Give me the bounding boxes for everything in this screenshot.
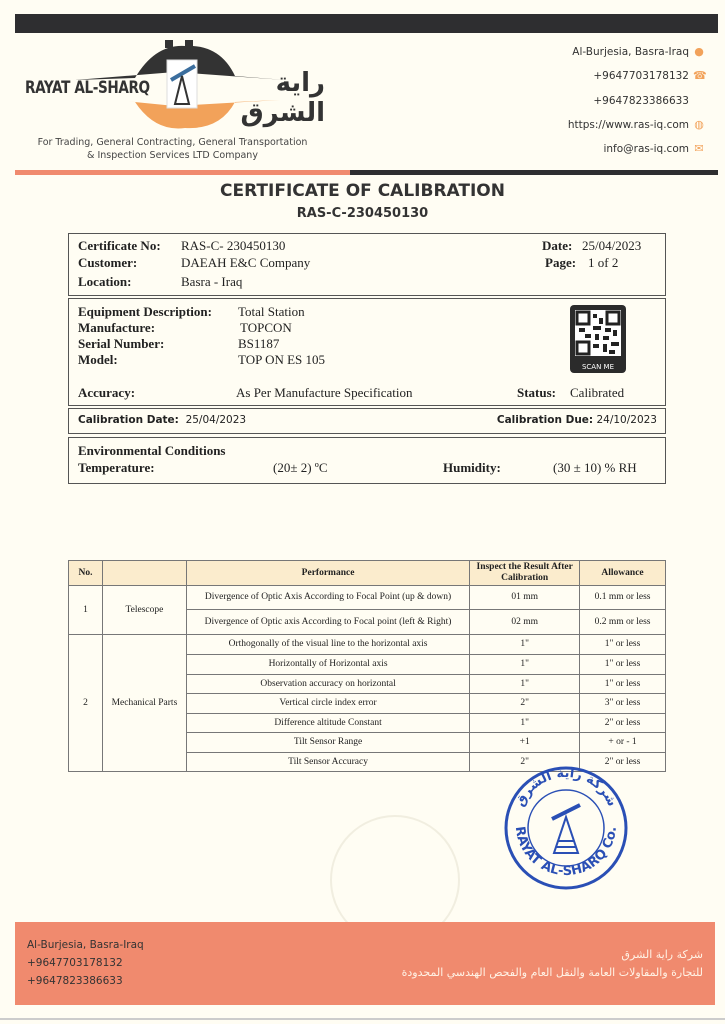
allowance-cell: 3" or less bbox=[580, 694, 666, 714]
footer-company-ar: شركة راية الشرق bbox=[621, 948, 703, 961]
globe-icon: ◍ bbox=[694, 118, 704, 131]
temperature-value: (20± 2) ºC bbox=[273, 460, 328, 475]
date-value: 25/04/2023 bbox=[582, 238, 642, 253]
qr-code-pattern bbox=[575, 310, 621, 356]
calibration-date-value: 25/04/2023 bbox=[185, 414, 247, 426]
performance-table bbox=[68, 560, 666, 772]
environment-box bbox=[68, 437, 666, 484]
contact-address: Al-Burjesia, Basra-Iraq ● bbox=[572, 45, 704, 58]
result-cell: 1" bbox=[470, 714, 580, 733]
customer-label: Customer: bbox=[78, 255, 138, 270]
cert-no-label: Certificate No: bbox=[78, 238, 161, 253]
divider-dark bbox=[350, 170, 718, 175]
result-cell: 2" bbox=[470, 753, 580, 772]
header-bar bbox=[15, 14, 718, 33]
company-logo bbox=[25, 40, 325, 130]
group-name: Telescope bbox=[102, 586, 186, 635]
header-no: No. bbox=[69, 561, 103, 586]
divider-accent bbox=[15, 170, 350, 175]
humidity-value: (30 ± 10) % RH bbox=[553, 460, 637, 475]
company-tagline bbox=[20, 136, 325, 162]
allowance-cell: + or - 1 bbox=[580, 733, 666, 753]
logo-text-en: RAYAT AL-SHARQ bbox=[25, 78, 150, 98]
scan-me-label: SCAN ME bbox=[581, 363, 615, 371]
equipment-desc-label: Equipment Description: bbox=[78, 304, 212, 319]
svg-text:RAYAT AL-SHARQ Co.: RAYAT AL-SHARQ Co. bbox=[511, 825, 621, 880]
allowance-cell: 1" or less bbox=[580, 675, 666, 694]
table-row bbox=[69, 586, 666, 610]
customer-value: DAEAH E&C Company bbox=[181, 255, 311, 270]
phone-icon: ☎ bbox=[693, 69, 707, 82]
date-label: Date: bbox=[542, 238, 573, 253]
group-no: 1 bbox=[69, 586, 103, 635]
temperature-label: Temperature: bbox=[78, 460, 155, 475]
tagline-line-2: & Inspection Services LTD Company bbox=[87, 150, 258, 161]
accuracy-label: Accuracy: bbox=[78, 385, 136, 400]
calibration-dates-box bbox=[68, 408, 666, 434]
performance-cell: Vertical circle index error bbox=[186, 694, 469, 714]
footer-phone-1: +9647703178132 bbox=[27, 957, 123, 969]
footer-description-ar: للتجارة والمقاولات العامة والنقل العام والفحص الهندسي المحدودة bbox=[401, 966, 703, 979]
performance-cell: Orthogonally of the visual line to the horizontal axis bbox=[186, 635, 469, 655]
allowance-cell: 0.1 mm or less bbox=[580, 586, 666, 610]
environment-heading: Environmental Conditions bbox=[78, 443, 226, 458]
page-value: 1 of 2 bbox=[588, 255, 619, 270]
result-cell: 1" bbox=[470, 675, 580, 694]
qr-code[interactable] bbox=[570, 305, 626, 373]
header-performance: Performance bbox=[186, 561, 469, 586]
contact-website[interactable]: https://www.ras-iq.com ◍ bbox=[567, 118, 704, 131]
humidity-label: Humidity: bbox=[443, 460, 501, 475]
performance-cell: Tilt Sensor Range bbox=[186, 733, 469, 753]
performance-cell: Tilt Sensor Accuracy bbox=[186, 753, 469, 772]
cert-no-value: RAS-C- 230450130 bbox=[181, 238, 286, 253]
header-allowance: Allowance bbox=[580, 561, 666, 586]
table-row bbox=[69, 635, 666, 655]
model-label: Model: bbox=[78, 352, 118, 367]
allowance-cell: 2" or less bbox=[580, 753, 666, 772]
calibration-due-label: Calibration Due: bbox=[496, 414, 594, 426]
contact-email[interactable]: info@ras-iq.com ✉ bbox=[603, 142, 704, 155]
serial-label: Serial Number: bbox=[78, 336, 165, 351]
calibration-due-value: 24/10/2023 bbox=[596, 414, 657, 426]
page-label: Page: bbox=[545, 255, 577, 270]
footer-phone-2: +9647823386633 bbox=[27, 975, 123, 987]
result-cell: 1" bbox=[470, 655, 580, 675]
footer bbox=[15, 922, 715, 1005]
result-cell: +1 bbox=[470, 733, 580, 753]
status-value: Calibrated bbox=[570, 385, 625, 400]
manufacture-value: TOPCON bbox=[240, 320, 292, 335]
allowance-cell: 2" or less bbox=[580, 714, 666, 733]
header-group bbox=[102, 561, 186, 586]
location-pin-icon: ● bbox=[694, 45, 704, 58]
tagline-line-1: For Trading, General Contracting, General Transportation bbox=[37, 137, 308, 148]
location-label: Location: bbox=[78, 274, 132, 289]
performance-cell: Observation accuracy on horizontal bbox=[186, 675, 469, 694]
calibration-date-label: Calibration Date: bbox=[78, 414, 179, 426]
svg-text:شركة راية الشرق: شركة راية الشرق bbox=[512, 765, 620, 810]
performance-cell: Divergence of Optic axis According to Focal point (left & Right) bbox=[186, 610, 469, 635]
header-result: Inspect the Result After Calibration bbox=[470, 561, 580, 586]
status-label: Status: bbox=[517, 385, 557, 400]
mail-icon: ✉ bbox=[694, 142, 704, 155]
allowance-cell: 1" or less bbox=[580, 635, 666, 655]
model-value: TOP ON ES 105 bbox=[238, 352, 326, 367]
result-cell: 1" bbox=[470, 635, 580, 655]
group-no: 2 bbox=[69, 635, 103, 772]
bottom-line bbox=[0, 1018, 725, 1020]
performance-cell: Difference altitude Constant bbox=[186, 714, 469, 733]
logo-text-ar: راية الشرق bbox=[240, 68, 325, 128]
group-name: Mechanical Parts bbox=[102, 635, 186, 772]
allowance-cell: 1" or less bbox=[580, 655, 666, 675]
serial-value: BS1187 bbox=[238, 336, 280, 351]
location-value: Basra - Iraq bbox=[181, 274, 243, 289]
result-cell: 02 mm bbox=[470, 610, 580, 635]
accuracy-value: As Per Manufacture Specification bbox=[236, 385, 413, 400]
certificate-info-box bbox=[68, 233, 666, 296]
manufacture-label: Manufacture: bbox=[78, 320, 156, 335]
certificate-code: RAS-C-230450130 bbox=[296, 206, 429, 221]
equipment-desc-value: Total Station bbox=[238, 304, 305, 319]
result-cell: 01 mm bbox=[470, 586, 580, 610]
performance-cell: Divergence of Optic Axis According to Focal Point (up & down) bbox=[186, 586, 469, 610]
table-header-row bbox=[69, 561, 666, 586]
contact-phone-2: +9647823386633 bbox=[593, 95, 689, 107]
footer-address: Al-Burjesia, Basra-Iraq bbox=[27, 939, 144, 951]
allowance-cell: 0.2 mm or less bbox=[580, 610, 666, 635]
company-stamp bbox=[498, 765, 633, 895]
contact-phone-1: +9647703178132 ☎ bbox=[593, 69, 707, 82]
performance-cell: Horizontally of Horizontal axis bbox=[186, 655, 469, 675]
page-title: CERTIFICATE OF CALIBRATION bbox=[220, 181, 505, 201]
result-cell: 2" bbox=[470, 694, 580, 714]
